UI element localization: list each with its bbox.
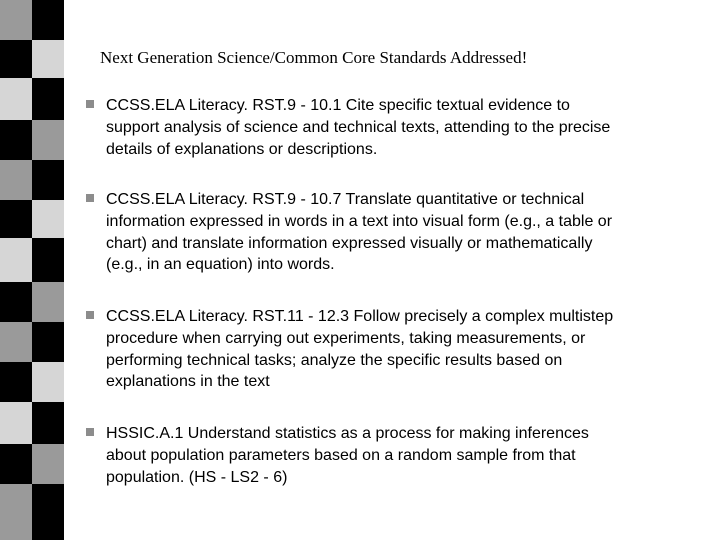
strip-block <box>32 0 64 40</box>
strip-block <box>0 40 32 78</box>
strip-block <box>0 402 32 444</box>
square-bullet-icon <box>86 311 94 319</box>
strip-block <box>32 362 64 402</box>
strip-block <box>32 160 64 200</box>
slide-title: Next Generation Science/Common Core Standards Addressed! <box>100 48 528 67</box>
strip-block <box>32 120 64 160</box>
square-bullet-icon <box>86 194 94 202</box>
strip-block <box>32 402 64 444</box>
square-bullet-icon <box>86 100 94 108</box>
strip-block <box>0 362 32 402</box>
standard-text: CCSS.ELA Literacy. RST.9 - 10.7 Translate quantitative or technical information expressed in words in a text into visual form (e.g., a table or chart) and translate information expressed visually or mathematically (e.g., in an equation) into words. <box>106 191 613 274</box>
standard-text: CCSS.ELA Literacy. RST.9 - 10.1 Cite specific textual evidence to support analysis of science and technical texts, attending to the precise details of explanations or descriptions. <box>106 97 611 158</box>
strip-block <box>32 40 64 78</box>
strip-block <box>0 238 32 282</box>
strip-block <box>32 282 64 322</box>
strip-block <box>32 444 64 484</box>
strip-block <box>0 322 32 362</box>
strip-block <box>32 322 64 362</box>
strip-block <box>32 484 64 540</box>
strip-block <box>32 238 64 282</box>
standard-item <box>86 306 686 393</box>
strip-block <box>32 200 64 238</box>
standard-text: CCSS.ELA Literacy. RST.11 - 12.3 Follow precisely a complex multistep procedure when carrying out experiments, taking measurements, or performing technical tasks; analyze the specific results based on explanations in the text <box>106 308 614 391</box>
strip-block <box>0 484 32 540</box>
square-bullet-icon <box>86 428 94 436</box>
strip-block <box>0 444 32 484</box>
standard-item <box>86 423 686 488</box>
strip-block <box>0 0 32 40</box>
decorative-checker-strip <box>0 0 64 540</box>
strip-block <box>0 282 32 322</box>
strip-block <box>0 160 32 200</box>
standard-item <box>86 189 686 276</box>
standard-item <box>86 95 686 160</box>
standard-text: HSSIC.A.1 Understand statistics as a process for making inferences about population parameters based on a random sample from that population. (HS - LS2 - 6) <box>106 425 589 486</box>
strip-block <box>0 120 32 160</box>
strip-block <box>0 200 32 238</box>
strip-block <box>0 78 32 120</box>
strip-block <box>32 78 64 120</box>
